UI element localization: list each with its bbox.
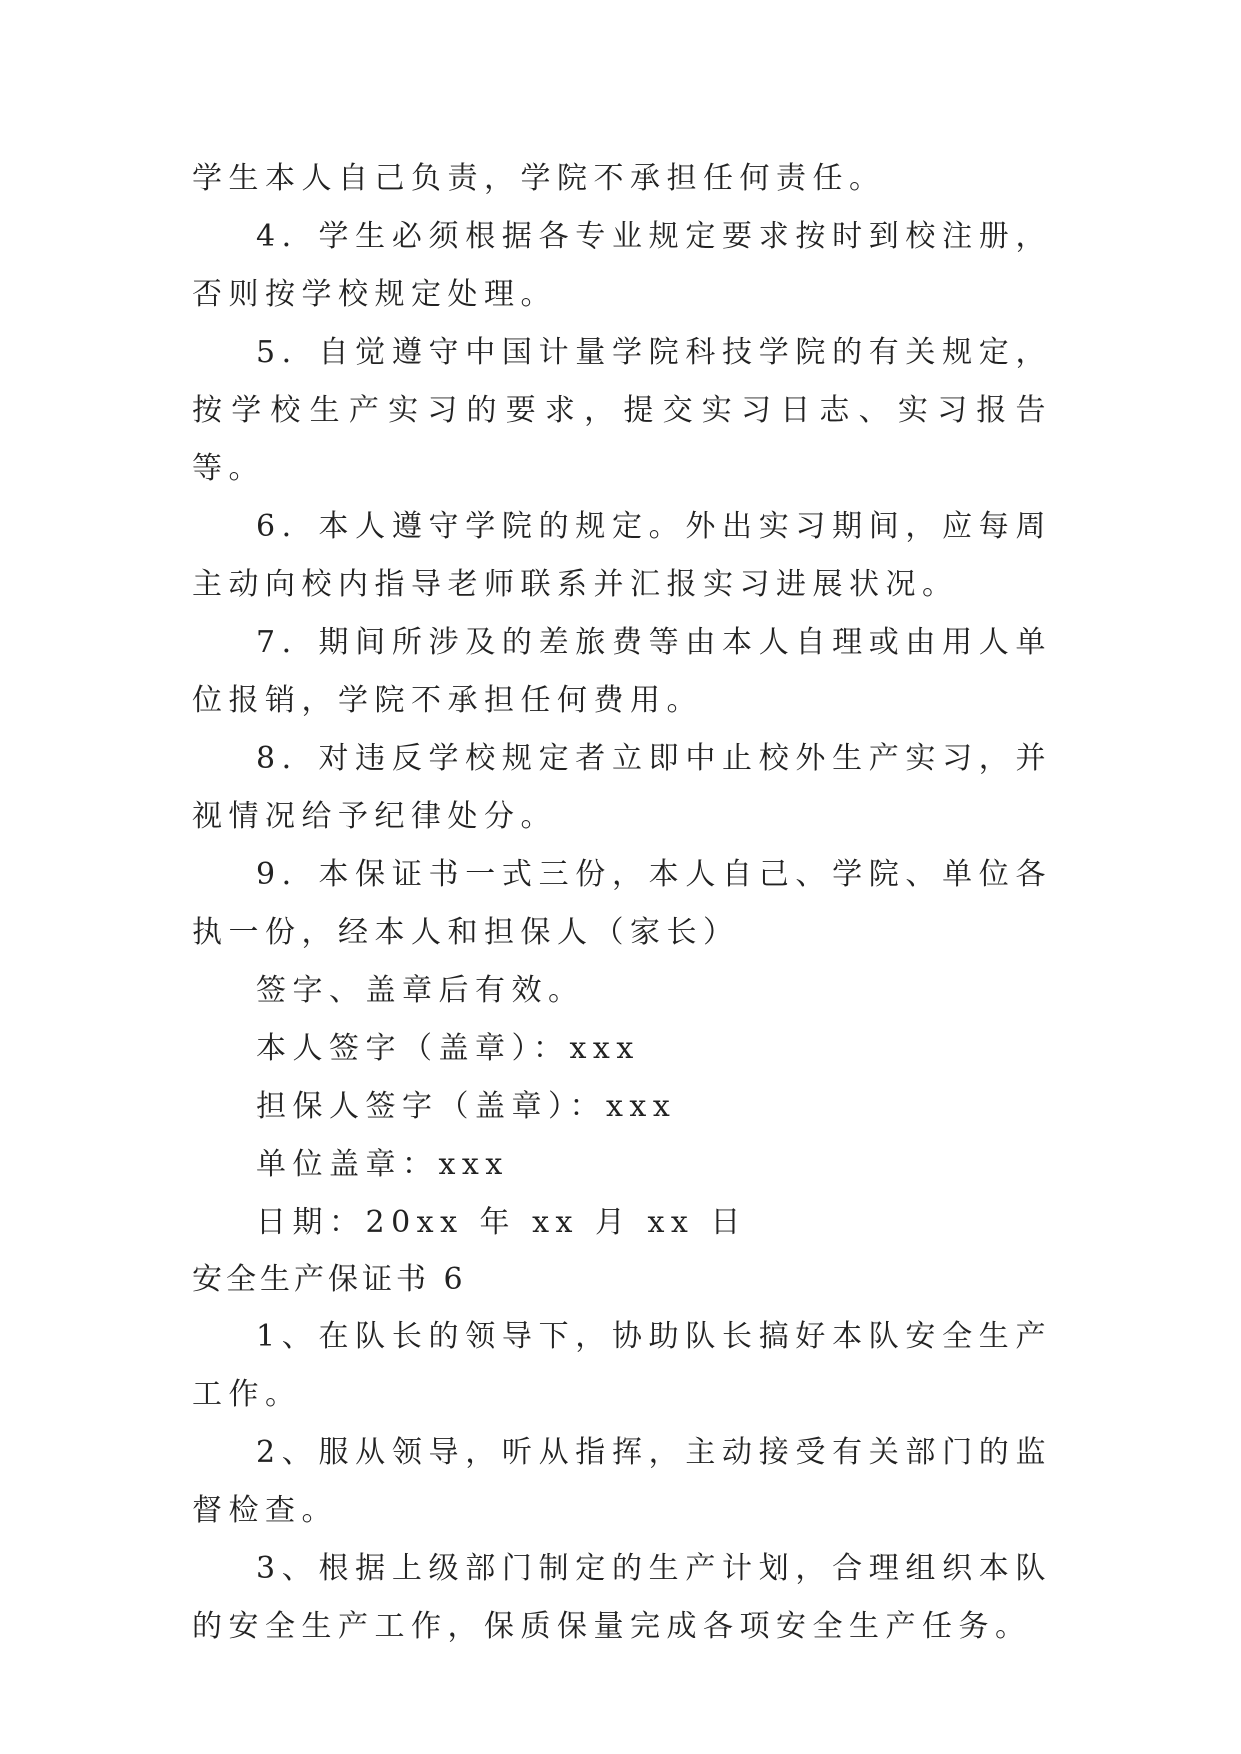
clause-6: 6．本人遵守学院的规定。外出实习期间，应每周主动向校内指导老师联系并汇报实习进展状况。 bbox=[192, 509, 1052, 602]
self-signature-line: 本人签字（盖章）：xxx bbox=[256, 1031, 640, 1066]
guarantor-signature-line: 担保人签字（盖章）：xxx bbox=[256, 1089, 677, 1124]
item-2: 2、服从领导，听从指挥，主动接受有关部门的监督检查。 bbox=[192, 1435, 1052, 1528]
date-line: 日期：20xx 年 xx 月 xx 日 bbox=[256, 1205, 747, 1240]
unit-seal-line: 单位盖章：xxx bbox=[256, 1147, 509, 1182]
clause-5: 5．自觉遵守中国计量学院科技学院的有关规定，按学校生产实习的要求，提交实习日志、实习报告等。 bbox=[192, 335, 1052, 486]
item-1: 1、在队长的领导下，协助队长搞好本队安全生产工作。 bbox=[192, 1319, 1052, 1412]
clause-8: 8．对违反学校规定者立即中止校外生产实习，并视情况给予纪律处分。 bbox=[192, 741, 1052, 834]
clause-7: 7．期间所涉及的差旅费等由本人自理或由用人单位报销，学院不承担任何费用。 bbox=[192, 625, 1052, 718]
clause-4: 4．学生必须根据各专业规定要求按时到校注册，否则按学校规定处理。 bbox=[192, 219, 1052, 312]
validity-note: 签字、盖章后有效。 bbox=[256, 973, 585, 1008]
document-body bbox=[192, 150, 1052, 1656]
section-title: 安全生产保证书 6 bbox=[192, 1262, 467, 1297]
item-3: 3、根据上级部门制定的生产计划，合理组织本队的安全生产工作，保质保量完成各项安全生产任务。 bbox=[192, 1551, 1052, 1644]
clause-9: 9．本保证书一式三份，本人自己、学院、单位各执一份，经本人和担保人（家长） bbox=[192, 857, 1052, 950]
paragraph-continuation: 学生本人自己负责，学院不承担任何责任。 bbox=[192, 161, 886, 196]
